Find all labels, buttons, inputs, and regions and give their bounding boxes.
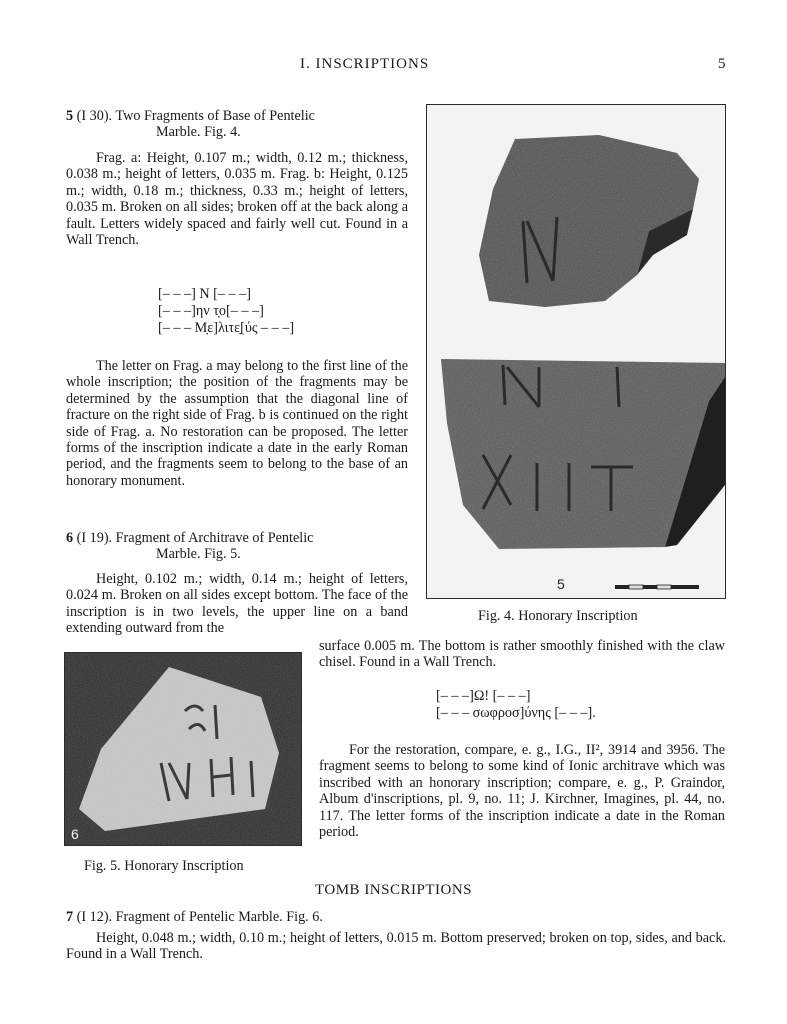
figure-5-plate-number: 6 xyxy=(71,826,79,842)
entry-6-number: 6 xyxy=(66,530,74,546)
entry-5-title-line1: Two Fragments of Base of Pentelic xyxy=(115,108,315,124)
entry-6-commentary: For the restoration, compare, e. g., I.G., II², 3914 and 3956. The fragment seems to belong to some kind of Ionic architrave which was inscribed with an honorary inscription; compare, e. g., P. Graindor, Album d'inscriptions, pl. 9, no. 11; J. Kirchner, Imagines, pl. 44, no. 117. The letter forms of the inscription indicate a date in the Roman period. xyxy=(319,742,725,841)
scale-bar xyxy=(615,585,699,589)
figure-5-caption: Fig. 5. Honorary Inscription xyxy=(84,858,244,874)
entry-6-epigraph-line-1: [– – –]Ω! [– – –] xyxy=(436,688,531,704)
entry-5-epigraph-line-1: [– – –] N [– – –] xyxy=(158,286,251,302)
entry-6-epigraph-line-2: [– – – σωφροσ]ύνης [– – –]. xyxy=(436,705,596,721)
figure-4-photo xyxy=(427,105,725,598)
entry-5-epigraph xyxy=(158,286,408,337)
entry-6-title-line2: Marble. Fig. 5. xyxy=(156,546,241,563)
entry-5-inventory: (I 30). xyxy=(76,108,113,124)
fragment-b-stone xyxy=(441,359,725,549)
figure-4-plate xyxy=(426,104,726,599)
entry-6-description-part1: Height, 0.102 m.; width, 0.14 m.; height of letters, 0.024 m. Broken on all sides except bottom. The face of the inscription is in two levels, the upper line on a band extending outward from the xyxy=(66,571,408,637)
section-heading-tomb-inscriptions: TOMB INSCRIPTIONS xyxy=(315,882,472,898)
entry-5-commentary: The letter on Frag. a may belong to the first line of the whole inscription; the position of the fragments may be determined by the assumption that the diagonal line of fracture on the right side of Frag. b is continued on the right side of Frag. a. No restoration can be proposed. The letter forms of the inscription indicate a date in the early Roman period, and the fragments seem to belong to the base of an honorary monument. xyxy=(66,358,408,489)
page-number: 5 xyxy=(718,56,726,72)
entry-7-title: Fragment of Pentelic Marble. Fig. 6. xyxy=(115,909,323,925)
entry-7-description: Height, 0.048 m.; width, 0.10 m.; height of letters, 0.015 m. Bottom preserved; broken on top, sides, and back. Found in a Wall Trench. xyxy=(66,930,726,963)
entry-7-heading xyxy=(66,909,726,925)
figure-5-photo xyxy=(65,653,301,845)
entry-6-epigraph xyxy=(436,688,716,722)
running-header-title: I. INSCRIPTIONS xyxy=(300,56,430,72)
entry-5-title-line2: Marble. Fig. 4. xyxy=(156,124,241,141)
entry-5-number: 5 xyxy=(66,108,74,124)
entry-6-inventory: (I 19). xyxy=(76,530,113,546)
figure-4-plate-number: 5 xyxy=(557,576,565,592)
entry-7-number: 7 xyxy=(66,909,74,925)
entry-6-description-part2: surface 0.005 m. The bottom is rather smoothly finished with the claw chisel. Found in a Wall Trench. xyxy=(319,638,725,671)
entry-5-description: Frag. a: Height, 0.107 m.; width, 0.12 m.; thickness, 0.038 m.; height of letters, 0.035 m. Frag. b: Height, 0.125 m.; width, 0.18 m.; thickness, 0.33 m.; height of letters, 0.035 m. Broken on all sides; broken off at the back along a fault. Letters widely spaced and fairly well cut. Found in a Wall Trench. xyxy=(66,150,408,249)
figure-4-caption: Fig. 4. Honorary Inscription xyxy=(478,608,638,624)
figure-5-plate xyxy=(64,652,302,846)
entry-6-title-line1: Fragment of Architrave of Pentelic xyxy=(115,530,314,546)
entry-5-epigraph-line-2: [– – –]ην τ̣ο[– – –] xyxy=(158,303,264,319)
entry-5-epigraph-line-3: [– – – Μ̣ε]λιτε̣[ύς – – –] xyxy=(158,320,295,336)
entry-7-inventory: (I 12). xyxy=(76,909,113,925)
